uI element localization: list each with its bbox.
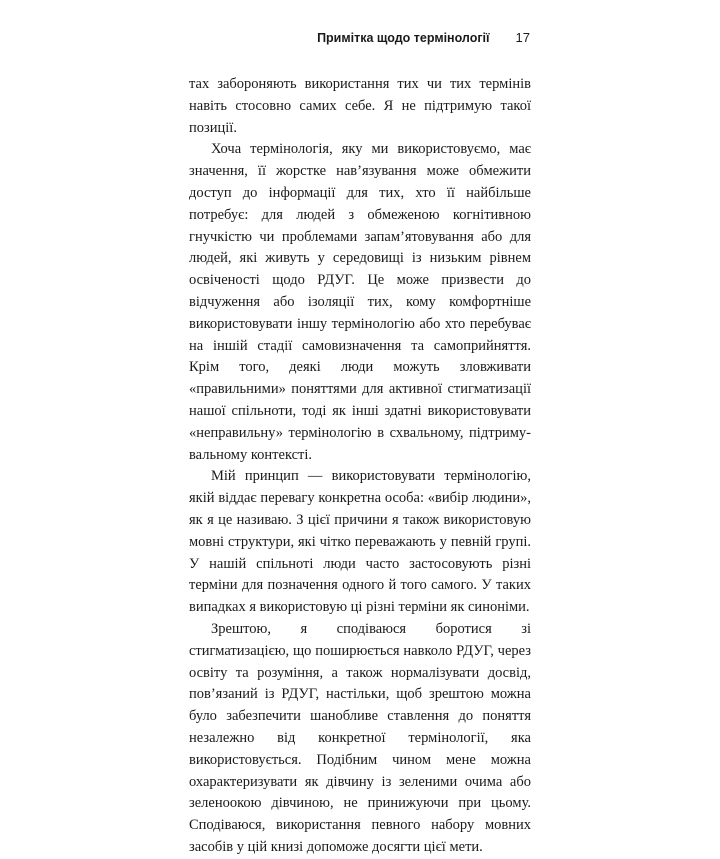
running-head: [190, 30, 530, 50]
paragraph: Мій принцип — використовувати термінологію, якій віддає перевагу конкретна особа: «вибір людини», як я це називаю. З цієї причини я також використовую мовні структури, які чітко переважають у певній групі. У нашій спільноті люди часто застосовують різні терміни для позначення одного й того самого. У таких випадках я використовую ці різні терміни як синоніми.: [189, 468, 531, 616]
page-number: 17: [515, 30, 530, 45]
paragraph: Хоча термінологія, яку ми використовуємо, має значення, її жорстке нав’язування може обмежити доступ до інформації для тих, хто її найбільше потребує: для людей з обмеженою когнітивною гнучкістю чи проблемами запам’ятовування або для людей, які живуть у середовищі із низьким рівнем освіченості щодо РДУГ. Це може призвести до відчуження або ізоляції тих, кому комфортніше використовувати іншу термінологію або хто перебуває на іншій стадії самовизначення та самоприйняття. Крім того, деякі люди можуть зловживати «правильними» поняттями для активної стигматизації нашої спільноти, тоді як інші здатні використовувати «неправильну» термінологію в схвальному, підтримувальному контексті.: [189, 141, 531, 463]
body-text: [189, 74, 531, 859]
paragraph-continued: тах забороняють використання тих чи тих термінів навіть стосовно самих себе. Я не підтримую такої позиції.: [189, 76, 531, 136]
paragraph: Зрештою, я сподіваюся боротися зі стигматизацією, що поширюється навколо РДУГ, через освіту та розуміння, а також нормалізувати досвід, пов’язаний із РДУГ, настільки, щоб зрештою можна було забезпечити шанобливе ставлення до поняття незалежно від конкретної термінології, яка використовується. Подібним чином мене можна охарактеризувати як дівчину із зеленими очима або зеленоокою дівчиною, не принижуючи при цьому. Сподіваюся, використання певного набору мовних засобів у цій книзі допоможе досягти цієї мети.: [189, 620, 531, 855]
running-title: Примітка щодо термінології: [317, 31, 490, 45]
